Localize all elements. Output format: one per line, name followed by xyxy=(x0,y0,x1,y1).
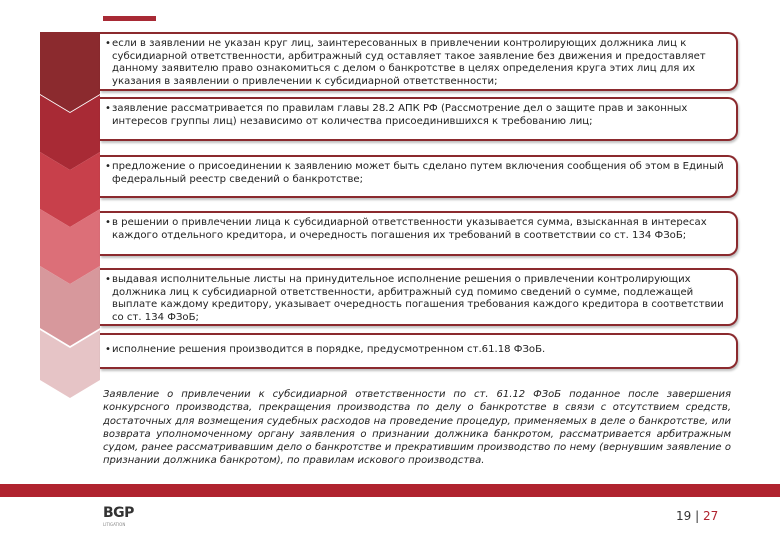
item-text: предложение о присоединении к заявлению может быть сделано путем включения сообщения об этом в Единый федеральный реестр сведений о банкротстве; xyxy=(112,161,724,185)
item-text: исполнение решения производится в порядке, предусмотренном ст.61.18 ФЗоБ. xyxy=(112,344,546,355)
chevron-shape xyxy=(40,32,100,112)
title-accent-bar xyxy=(103,16,156,21)
list-item xyxy=(100,32,738,91)
bullet: • xyxy=(105,274,111,285)
item-text: в решении о привлечении лица к субсидиарной ответственности указывается сумма, взысканная в интересах каждого отдельного кредитора, и очередность погашения их требований в соответствии со ст. 134 ФЗоБ; xyxy=(112,217,707,241)
list-item xyxy=(100,268,738,326)
company-logo: BGP xyxy=(103,505,134,521)
list-item xyxy=(100,333,738,369)
bullet: • xyxy=(105,103,111,114)
bullet: • xyxy=(105,344,111,355)
list-item xyxy=(100,155,738,198)
footer-bar xyxy=(0,484,780,497)
bullet: • xyxy=(105,161,111,172)
page-number xyxy=(676,509,718,523)
chevron-column xyxy=(0,0,110,400)
item-text: если в заявлении не указан круг лиц, заинтересованных в привлечении контролирующих должника лиц к субсидиарной ответственности, арбитражный суд оставляет такое заявление без движения и предоставляет данному заявителю право ознакомиться с делом о банкротстве в целях определения круга этих лиц для их указания в заявлении о привлечении к субсидиарной ответственности; xyxy=(112,38,706,87)
page-separator: | xyxy=(695,509,700,523)
bullet: • xyxy=(105,217,111,228)
item-text: заявление рассматривается по правилам главы 28.2 АПК РФ (Рассмотрение дел о защите прав и законных интересов группы лиц) независимо от количества присоединившихся к требованию лиц; xyxy=(112,103,688,127)
current-page: 19 xyxy=(676,509,692,523)
list-item xyxy=(100,211,738,256)
list-item xyxy=(100,97,738,141)
total-pages: 27 xyxy=(702,509,719,523)
note-paragraph: Заявление о привлечении к субсидиарной ответственности по ст. 61.12 ФЗоБ поданное после завершения конкурсного производства, прекращения производства по делу о банкротстве в связи с отсутствием средств, достаточных для возмещения судебных расходов на проведение процедур, применяемых в деле о банкротстве, или возврата уполномоченному органу заявления о признании должника банкротом, рассматривается арбитражным судом, ранее рассматривавшим дело о банкротстве и прекратившим производство по нему (вернувшим заявление о признании должника банкротом), по правилам искового производства. xyxy=(103,389,731,467)
logo-subtitle: LITIGATION xyxy=(103,522,126,527)
bullet: • xyxy=(105,38,111,49)
item-text: выдавая исполнительные листы на принудительное исполнение решения о привлечении контролирующих должника лиц к субсидиарной ответственности, арбитражный суд помимо сведений о сумме, подлежащей выплате каждому кредитору, указывает очередность погашения требования каждого кредитора в соответствии со ст. 134 ФЗоБ; xyxy=(112,274,724,323)
